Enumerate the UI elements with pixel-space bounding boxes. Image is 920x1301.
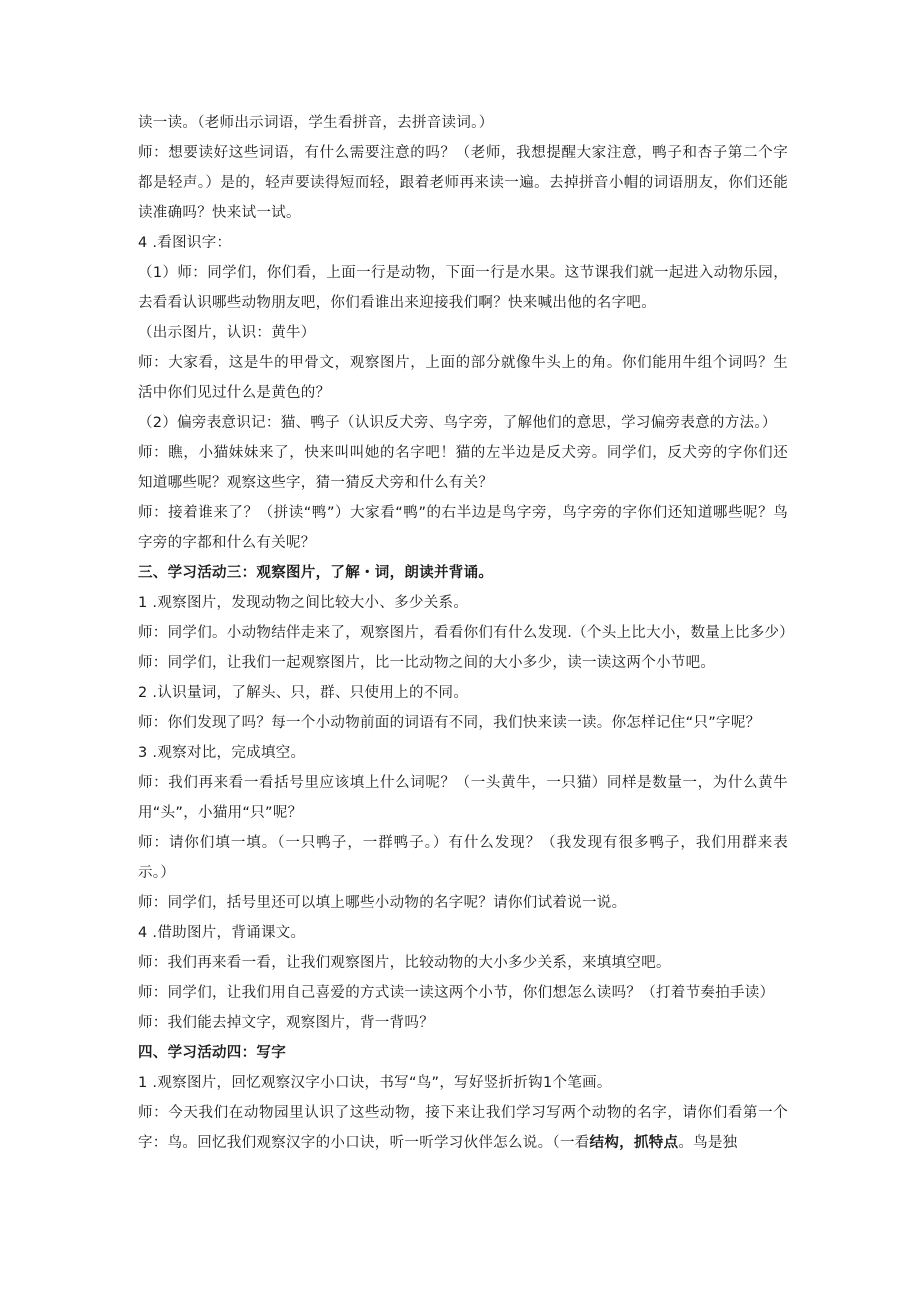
section-heading: 三、学习活动三：观察图片，了解・词，朗读并背诵。 [138, 565, 494, 581]
bold-text: ， [619, 1135, 634, 1151]
list-item-heading: 2 .认识量词，了解头、只，群、只使用上的不同。 [138, 685, 469, 701]
paragraph: 师：接着谁来了？（拼读“鸭”）大家看“鸭”的右半边是鸟字旁，鸟字旁的字你们还知道哪些呢？鸟字旁的字都和什么有关呢？ [138, 505, 788, 551]
document-body [138, 108, 795, 1158]
text-run: 师：今天我们在动物园里认识了这些动物，接下来让我们学习写两个动物的名字，请你们看第一个字：鸟。回忆我们观察汉字的小口诀，听一听学习伙伴怎么说。（一看 [138, 1105, 788, 1151]
paragraph: 师：同学们，括号里还可以填上哪些小动物的名字呢？请你们试着说一说。 [138, 895, 627, 911]
paragraph: 师：请你们填一填。（一只鸭子，一群鸭子。）有什么发现？（我发现有很多鸭子，我们用群来表示。） [138, 835, 788, 881]
paragraph: 师：大家看，这是牛的甲骨文，观察图片，上面的部分就像牛头上的角。你们能用牛组个词吗？生活中你们见过什么是黄色的？ [138, 355, 788, 401]
list-item-heading: 3 .观察对比，完成填空。 [138, 745, 306, 761]
bold-text: 抓特点 [633, 1135, 679, 1151]
paragraph: （1）师：同学们，你们看，上面一行是动物，下面一行是水果。这节课我们就一起进入动物乐园，去看看认识哪些动物朋友吧，你们看谁出来迎接我们啊？快来喊出他的名字吧。 [138, 265, 788, 311]
section-heading: 四、学习活动四：写字 [138, 1045, 286, 1061]
paragraph: （2）偏旁表意识记：猫、鸭子（认识反犬旁、鸟字旁，了解他们的意思，学习偏旁表意的方法。） [138, 415, 777, 431]
paragraph: 师：我们再来看一看括号里应该填上什么词呢？（一头黄牛，一只猫）同样是数量一，为什么黄牛用“头”，小猫用“只”呢？ [138, 775, 788, 821]
paragraph: 师：同学们，让我们一起观察图片，比一比动物之间的大小多少，读一读这两个小节吧。 [138, 655, 716, 671]
list-item-heading: 4 .借助图片，背诵课文。 [138, 925, 306, 941]
paragraph: 师：同学们，让我们用自己喜爱的方式读一读这两个小节，你们想怎么读吗？（打着节奏拍手读） [138, 985, 775, 1001]
paragraph: 师：瞧，小猫妹妹来了，快来叫叫她的名字吧！猫的左半边是反犬旁。同学们，反犬旁的字你们还知道哪些呢？观察这些字，猜一猜反犬旁和什么有关？ [138, 445, 788, 491]
paragraph: 师：同学们。小动物结伴走来了，观察图片，看看你们有什么发现.（个头上比大小，数量上比多少） [138, 625, 795, 641]
text-run: 。鸟是独 [678, 1135, 738, 1151]
paragraph: 师：想要读好这些词语，有什么需要注意的吗？（老师，我想提醒大家注意，鸭子和杏子第二个字都是轻声。）是的，轻声要读得短而轻，跟着老师再来读一遍。去掉拼音小帽的词语朋友，你们还能读准确吗？快来试一试。 [138, 145, 788, 221]
list-item-heading: 1 .观察图片，发现动物之间比较大小、多少关系。 [138, 595, 469, 611]
paragraph: 师：我们能去掉文字，观察图片，背一背吗？ [138, 1015, 434, 1031]
paragraph: 读一读。（老师出示词语，学生看拼音，去拼音读词。） [138, 115, 494, 131]
list-item-heading: 4 .看图识字： [138, 235, 232, 251]
paragraph: 师：我们再来看一看，让我们观察图片，比较动物的大小多少关系，来填填空吧。 [138, 955, 671, 971]
paragraph-last [138, 1098, 788, 1158]
paragraph: （出示图片，认识：黄牛） [138, 325, 316, 341]
list-item-heading: 1 .观察图片，回忆观察汉字小口诀，书写“鸟”，写好竖折折钩1个笔画。 [138, 1075, 612, 1091]
paragraph: 师：你们发现了吗？每一个小动物前面的词语有不同，我们快来读一读。你怎样记住“只”字呢？ [138, 715, 761, 731]
bold-text: 结构 [589, 1135, 620, 1151]
